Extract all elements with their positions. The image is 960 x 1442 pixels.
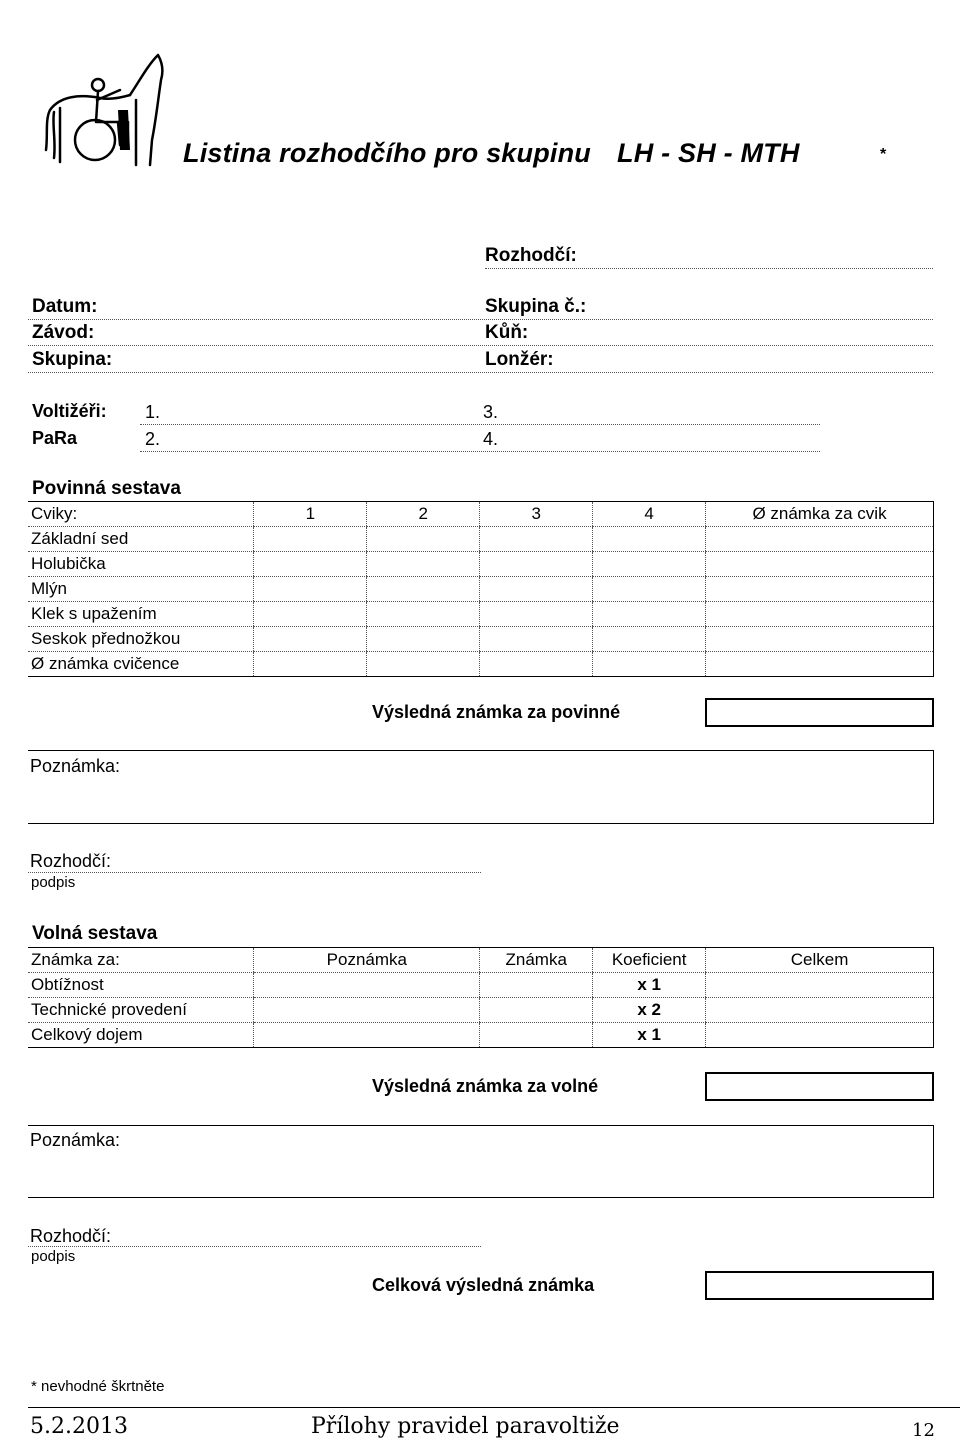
footer-title: Přílohy pravidel paravoltiže [311,1414,620,1439]
judge-label: Rozhodčí: [485,245,577,266]
compulsory-note-box[interactable] [28,750,934,824]
table-row [28,602,934,627]
coefficient: x 1 [593,1023,706,1048]
exercise-label: Holubička [28,552,254,577]
total-result-label: Celková výsledná známka [372,1275,595,1295]
vaulter-line-1 [140,424,820,425]
lunger-label: Lonžér: [485,349,554,370]
compulsory-sign-line [28,872,481,873]
group-label: Skupina: [32,349,113,370]
compulsory-note-label: Poznámka: [30,756,121,776]
table-row [28,652,934,677]
header-cell: 2 [367,502,480,527]
table-row [28,998,934,1023]
footnote: * nevhodné škrtněte [31,1378,165,1395]
info-line-3 [28,372,933,373]
info-line-1 [28,319,933,320]
freestyle-sign-line [28,1246,481,1247]
table-row [28,552,934,577]
freestyle-note-box[interactable] [28,1125,934,1198]
compulsory-result-box[interactable] [705,698,934,727]
header-cell: Celkem [706,948,934,973]
footnote-star: * [880,146,887,163]
freestyle-heading: Volná sestava [32,923,158,944]
freestyle-judge-label: Rozhodčí: [30,1226,112,1246]
header-cell: 1 [254,502,367,527]
para-label: PaRa [32,428,78,448]
table-row [28,973,934,998]
vaulter-2: 2. [145,429,161,449]
vaulter-4: 4. [483,429,499,449]
header-cell: Známka za: [28,948,254,973]
header-cell: 4 [593,502,706,527]
document-title: Listina rozhodčího pro skupinu LH - SH - MTH [183,138,800,168]
total-result-box[interactable] [705,1271,934,1300]
table-row [28,1023,934,1048]
exercise-label: Seskok přednožkou [28,627,254,652]
info-line-2 [28,345,933,346]
header-cell: Poznámka [254,948,480,973]
date-label: Datum: [32,296,98,317]
group-no-label: Skupina č.: [485,296,587,317]
freestyle-table [28,947,934,1048]
freestyle-result-label: Výsledná známka za volné [372,1076,599,1096]
footer-date: 5.2.2013 [30,1414,128,1439]
compulsory-header-row [28,502,934,527]
exercise-label: Mlýn [28,577,254,602]
page-number: 12 [912,1420,935,1441]
freestyle-note-label: Poznámka: [30,1130,121,1150]
header-cell: Známka [480,948,593,973]
freestyle-header-row [28,948,934,973]
header-cell: Ø známka za cvik [706,502,934,527]
judge-line [485,268,933,269]
header-cell: Cviky: [28,502,254,527]
coefficient: x 2 [593,998,706,1023]
exercise-label: Základní sed [28,527,254,552]
vaulter-1: 1. [145,402,161,422]
freestyle-sign-label: podpis [31,1248,76,1265]
table-row [28,527,934,552]
vaulters-label: Voltižéři: [32,401,107,421]
header-cell: Koeficient [593,948,706,973]
horse-wheelchair-logo [40,50,165,170]
footer-rule [28,1407,960,1408]
compulsory-judge-label: Rozhodčí: [30,851,112,871]
vaulter-3: 3. [483,402,499,422]
compulsory-sign-label: podpis [31,874,76,891]
exercise-label: Ø známka cvičence [28,652,254,677]
compulsory-heading: Povinná sestava [32,478,181,499]
race-label: Závod: [32,322,95,343]
compulsory-table [28,501,934,677]
row-label: Technické provedení [28,998,254,1023]
exercise-label: Klek s upažením [28,602,254,627]
freestyle-result-box[interactable] [705,1072,934,1101]
table-row [28,627,934,652]
compulsory-result-label: Výsledná známka za povinné [372,702,621,722]
table-row [28,577,934,602]
row-label: Celkový dojem [28,1023,254,1048]
document-code: LH - SH - MTH [617,138,800,168]
vaulter-line-2 [140,451,820,452]
coefficient: x 1 [593,973,706,998]
row-label: Obtížnost [28,973,254,998]
horse-label: Kůň: [485,322,529,343]
header-cell: 3 [480,502,593,527]
